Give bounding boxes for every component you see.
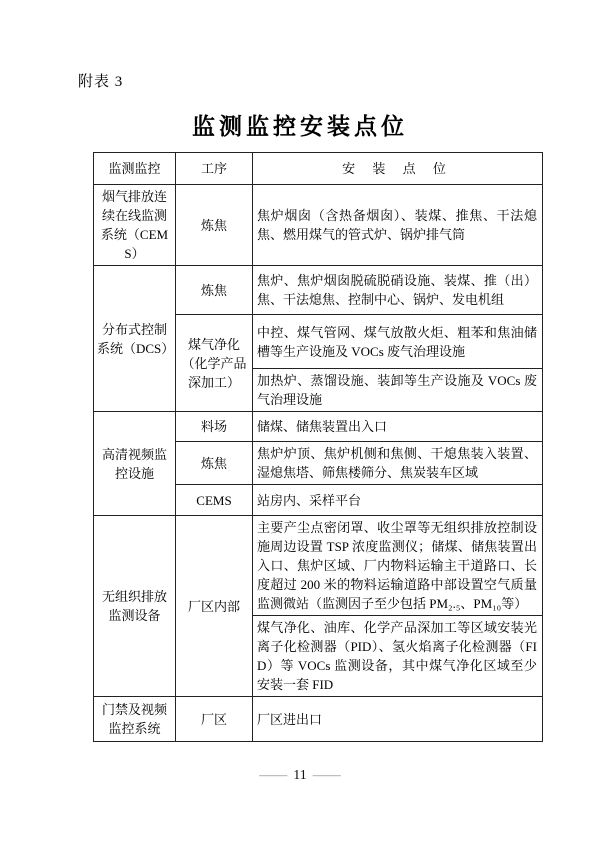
footer-dash-right: —— — [312, 768, 341, 783]
monitoring-points-table — [93, 152, 543, 742]
cell-dcs-points-coking: 焦炉、焦炉烟囱脱硫脱硝设施、装煤、推（出）焦、干法熄焦、控制中心、锅炉、发电机组 — [253, 266, 543, 315]
cell-dcs-points-gas-2: 加热炉、蒸馏设施、装卸等生产设施及 VOCs 废气治理设施 — [253, 369, 543, 412]
table-row — [94, 185, 543, 266]
cell-access-process: 厂区 — [176, 697, 253, 742]
page-number — [0, 768, 600, 784]
cell-cems-process: 炼焦 — [176, 185, 253, 266]
cell-dcs-system: 分布式控制系统（DCS） — [94, 266, 176, 412]
cell-fugitive-points-2: 煤气净化、油库、化学产品深加工等区域安装光离子化检测器（PID）、氢火焰离子化检测器（FID）等 VOCs 监测设备，其中煤气净化区域至少安装一套 FID — [253, 616, 543, 697]
cell-fugitive-points-1: 主要产尘点密闭罩、收尘罩等无组织排放控制设施周边设置 TSP 浓度监测仪；储煤、储焦装置出入口、焦炉区域、厂内物料运输主干道路口、长度超过 200 米的物料运输道路中部设置空气质量监测微站（监测因子至少包括 PM₂.₅、PM₁₀等） — [253, 516, 543, 616]
table-row — [94, 697, 543, 742]
cell-dcs-points-gas-1: 中控、煤气管网、煤气放散火炬、粗苯和焦油储槽等生产设施及 VOCs 废气治理设施 — [253, 315, 543, 369]
cell-cems-points: 焦炉烟囱（含热备烟囱）、装煤、推焦、干法熄焦、燃用煤气的管式炉、锅炉排气筒 — [253, 185, 543, 266]
cell-video-system: 高清视频监控设施 — [94, 412, 176, 516]
header-points: 安 装 点 位 — [253, 153, 543, 185]
cell-fugitive-process: 厂区内部 — [176, 516, 253, 697]
cell-video-points-coking: 焦炉炉顶、焦炉机侧和焦侧、干熄焦装入装置、湿熄焦塔、筛焦楼筛分、焦炭装车区域 — [253, 442, 543, 485]
footer-dash-left: —— — [259, 768, 288, 783]
table-row — [94, 516, 543, 616]
table-row — [94, 412, 543, 442]
cell-video-process-stockyard: 料场 — [176, 412, 253, 442]
cell-access-system: 门禁及视频监控系统 — [94, 697, 176, 742]
cell-video-points-stockyard: 储煤、储焦装置出入口 — [253, 412, 543, 442]
page-title: 监测监控安装点位 — [192, 113, 408, 140]
cell-dcs-process-coking: 炼焦 — [176, 266, 253, 315]
header-process: 工序 — [176, 153, 253, 185]
cell-cems-system: 烟气排放连续在线监测系统（CEMS） — [94, 185, 176, 266]
cell-video-points-cems: 站房内、采样平台 — [253, 485, 543, 516]
table-header-row — [94, 153, 543, 185]
cell-fugitive-system: 无组织排放监测设备 — [94, 516, 176, 697]
cell-access-points: 厂区进出口 — [253, 697, 543, 742]
cell-dcs-process-gas: 煤气净化（化学产品深加工） — [176, 315, 253, 412]
cell-video-process-coking: 炼焦 — [176, 442, 253, 485]
table-row — [94, 266, 543, 315]
footer-page-number: 11 — [293, 768, 307, 783]
cell-video-process-cems: CEMS — [176, 485, 253, 516]
header-system: 监测监控 — [94, 153, 176, 185]
appendix-label: 附表 3 — [78, 74, 124, 90]
